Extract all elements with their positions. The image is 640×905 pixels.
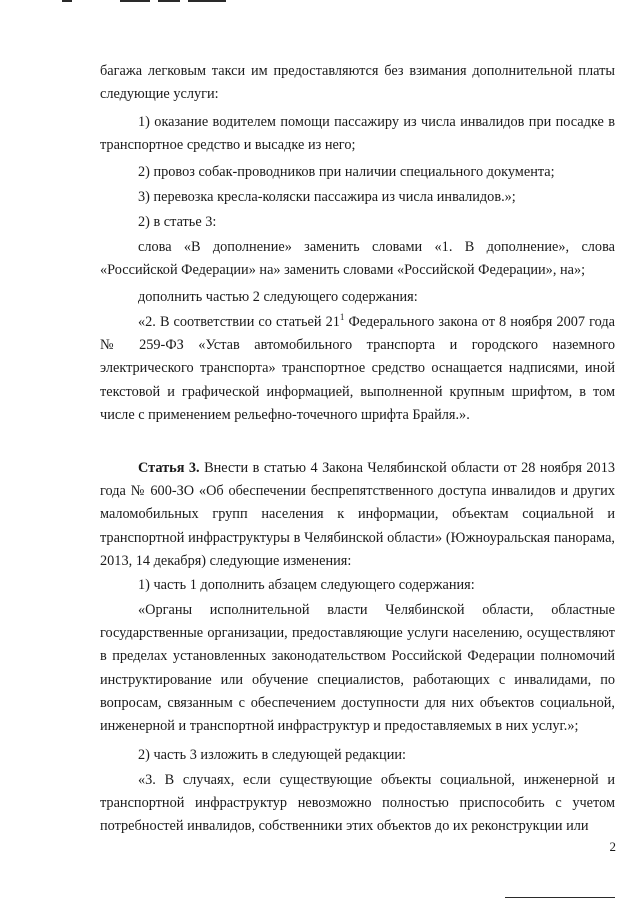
paragraph-2: 1) оказание водителем помощи пассажиру из числа инвалидов при посадке в транспортное средство и высадке из него; xyxy=(100,114,615,154)
scan-mark-top-3 xyxy=(158,0,180,2)
paragraph-3: 2) провоз собак-проводников при наличии специального документа; xyxy=(138,164,555,180)
scan-mark-top-2 xyxy=(120,0,150,2)
paragraph-11: «Органы исполнительной власти Челябинской области, областные государственные организации, предоставляющие услуги населению, осуществляют в пределах установленных законодательством Российской Федерации полномочий инструктирование или обучение специалистов, работающих с инвалидами, по вопросам, связанным с обеспечением доступности для них объектов социальной, инженерной и транспортной инфраструктур и предоставляемых в них услуг.»; xyxy=(100,602,615,735)
article-3-heading: Статья 3. xyxy=(138,460,200,476)
paragraph-1: багажа легковым такси им предоставляются без взимания дополнительной платы следующие услуги: xyxy=(100,63,615,103)
scan-mark-top-1 xyxy=(62,0,72,2)
paragraph-4: 3) перевозка кресла-коляски пассажира из числа инвалидов.»; xyxy=(138,189,516,205)
paragraph-6: слова «В дополнение» заменить словами «1. В дополнение», слова «Российской Федерации» на» заменить словами «Российской Федерации», на»; xyxy=(100,239,615,279)
paragraph-12: 2) часть 3 изложить в следующей редакции: xyxy=(138,747,406,763)
paragraph-8 xyxy=(100,311,615,427)
page-number: 2 xyxy=(609,839,616,854)
p8-text-start: «2. В соответствии со статьей 21 xyxy=(138,314,340,330)
article-3-paragraph xyxy=(100,457,615,573)
p8-text-end: Федерального закона от 8 ноября 2007 года № 259-ФЗ «Устав автомобильного транспорта и городского наземного электрического транспорта» транспортное средство оснащается надписями, иной текстовой и графической информацией, выполненной крупным шрифтом, в том числе с применением рельефно-точечного шрифта Брайля.». xyxy=(100,314,615,423)
article-3-text: Внести в статью 4 Закона Челябинской области от 28 ноября 2013 года № 600-ЗО «Об обеспечении беспрепятственного доступа инвалидов и других маломобильных групп населения к информации, объектам социальной и транспортной инфраструктуры в Челябинской области» (Южноуральская панорама, 2013, 14 декабря) следующие изменения: xyxy=(100,460,615,569)
p8-superscript: 1 xyxy=(339,312,345,323)
scan-mark-top-4 xyxy=(188,0,226,2)
paragraph-10: 1) часть 1 дополнить абзацем следующего содержания: xyxy=(138,577,475,593)
paragraph-13: «3. В случаях, если существующие объекты социальной, инженерной и транспортной инфраструктур невозможно полностью приспособить с учетом потребностей инвалидов, собственники этих объектов до их реконструкции или xyxy=(100,772,615,835)
paragraph-7: дополнить частью 2 следующего содержания: xyxy=(138,289,418,305)
scan-mark-bottom xyxy=(505,897,615,898)
paragraph-5: 2) в статье 3: xyxy=(138,214,217,230)
